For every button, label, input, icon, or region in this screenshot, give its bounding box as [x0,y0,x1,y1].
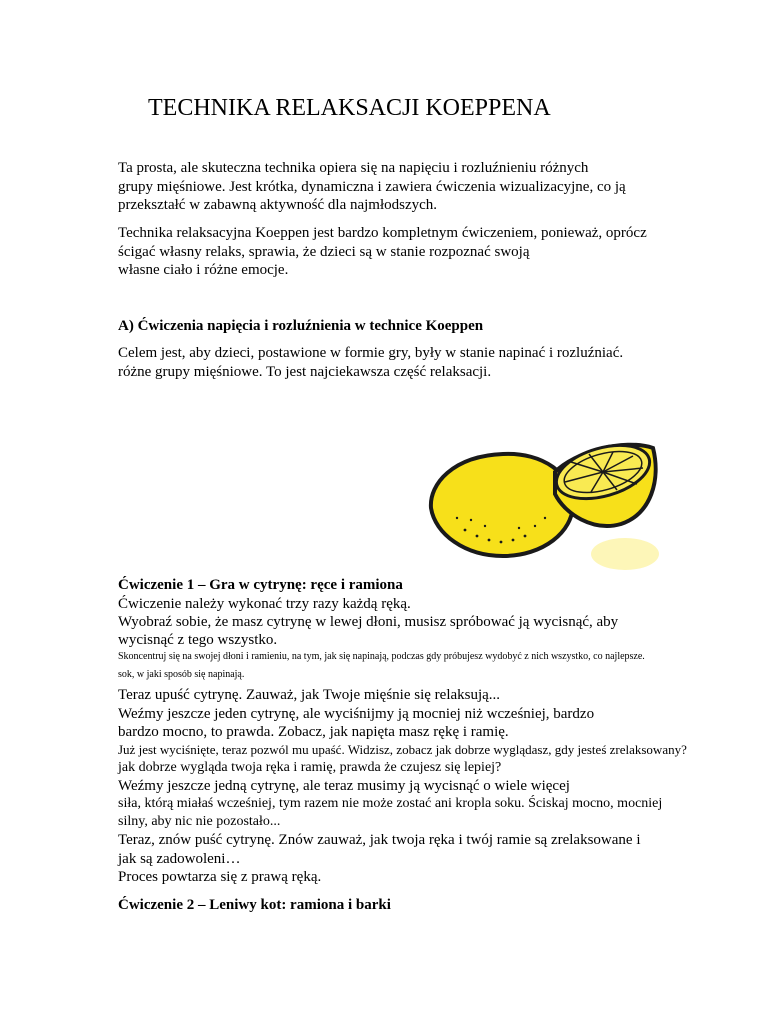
exercise1-line: Teraz upuść cytrynę. Zauważ, jak Twoje mięśnie się relaksują... [118,687,501,703]
intro-line: grupy mięśniowe. Jest krótka, dynamiczna i zawiera ćwiczenia wizualizacyjne, co ją [118,179,626,195]
section-a-line: Celem jest, aby dzieci, postawione w formie gry, były w stanie napinać i rozluźniać. [118,345,624,361]
exercise1-line: bardzo mocno, to prawda. Zobacz, jak napięta masz rękę i ramię. [118,724,509,740]
exercise1-line: wycisnąć z tego wszystko. [118,632,278,648]
exercise2-heading: Ćwiczenie 2 – Leniwy kot: ramiona i barki [118,897,391,913]
exercise1-line: Wyobraź sobie, że masz cytrynę w lewej dłoni, musisz spróbować ją wycisnąć, aby [118,614,619,630]
intro-line: przekształć w zabawną aktywność dla najmłodszych. [118,197,438,213]
exercise1-line: Skoncentruj się na swojej dłoni i ramieniu, na tym, jak się napinają, podczas gdy próbujesz wydobyć z nich wszystko, co najlepsze. [118,651,645,662]
intro2-line: Technika relaksacyjna Koeppen jest bardzo kompletnym ćwiczeniem, ponieważ, oprócz [118,225,647,241]
intro2-line: własne ciało i różne emocje. [118,262,289,278]
section-a-line: różne grupy mięśniowe. To jest najciekawsza część relaksacji. [118,364,492,380]
exercise1-line: Teraz, znów puść cytrynę. Znów zauważ, jak twoja ręka i twój ramie są zrelaksowane i [118,832,641,848]
intro2-line: ścigać własny relaks, sprawia, że dzieci są w stanie rozpoznać swoją [118,244,530,260]
section-a-heading: A) Ćwiczenia napięcia i rozluźnienia w technice Koeppen [118,318,484,334]
exercise1-line: siła, którą miałaś wcześniej, tym razem nie może zostać ani kropla soku. Ściskaj mocno, mocniej [118,796,663,811]
exercise1-line: Weźmy jeszcze jeden cytrynę, ale wyciśnijmy ją mocniej niż wcześniej, bardzo [118,706,595,722]
exercise1-line: sok, w jaki sposób się napinają. [118,669,245,680]
exercise1-line: jak dobrze wygląda twoja ręka i ramię, prawda że czujesz się lepiej? [118,760,502,775]
exercise1-line: Ćwiczenie należy wykonać trzy razy każdą ręką. [118,596,411,612]
intro-line: Ta prosta, ale skuteczna technika opiera się na napięciu i rozluźnieniu różnych [118,160,589,176]
exercise1-line: jak są zadowoleni… [118,851,241,867]
exercise1-heading: Ćwiczenie 1 – Gra w cytrynę: ręce i ramiona [118,577,403,593]
exercise1-line: Weźmy jeszcze jedną cytrynę, ale teraz musimy ją wycisnąć o wiele więcej [118,778,570,794]
exercise1-line: Już jest wyciśnięte, teraz pozwól mu upaść. Widzisz, zobacz jak dobrze wyglądasz, gdy jesteś zrelaksowany? [118,742,687,757]
lemon-illustration [425,432,665,580]
juice-splash [591,538,659,570]
exercise1-line: Proces powtarza się z prawą ręką. [118,869,322,885]
page-title: TECHNIKA RELAKSACJI KOEPPENA [148,95,551,121]
exercise1-line: silny, aby nic nie pozostało... [118,814,281,829]
